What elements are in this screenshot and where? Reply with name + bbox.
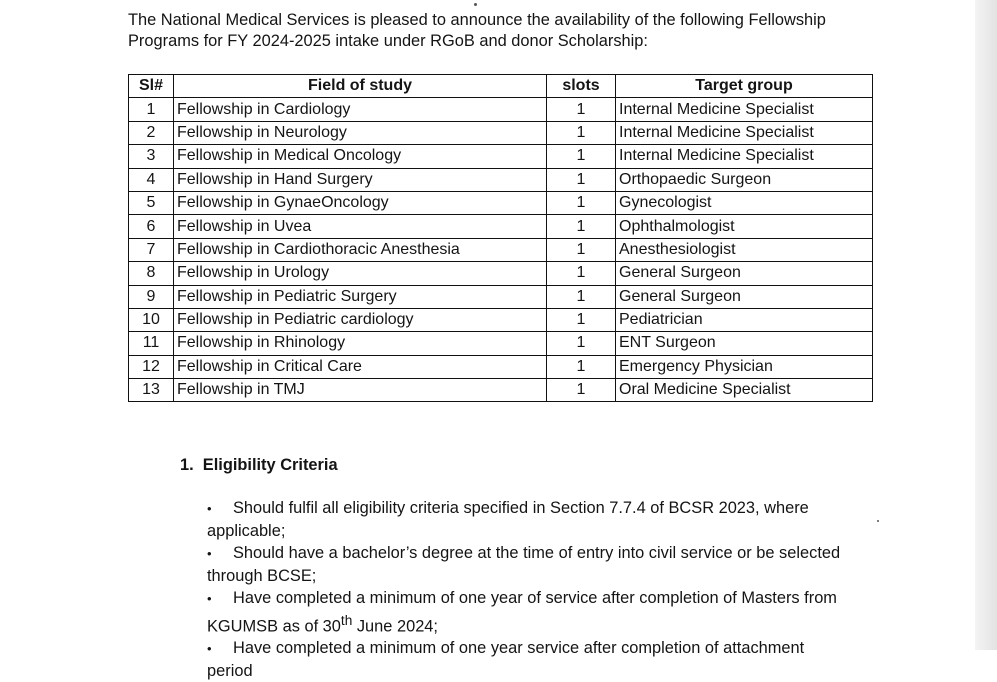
cell-target: Internal Medicine Specialist [616, 121, 873, 144]
cell-target: Internal Medicine Specialist [616, 98, 873, 121]
cell-target: ENT Surgeon [616, 332, 873, 355]
cell-slots: 1 [547, 191, 616, 214]
header-sl: Sl# [129, 75, 174, 98]
cell-slots: 1 [547, 332, 616, 355]
criteria-text: Should have a bachelor’s degree at the time of entry into civil service or be selected through BCSE; [207, 544, 841, 585]
table-header-row [129, 75, 873, 98]
table-row [129, 168, 873, 191]
header-target-group: Target group [616, 75, 873, 98]
criteria-text: Should fulfil all eligibility criteria specified in Section 7.7.4 of BCSR 2023, where applicable; [207, 499, 809, 540]
scan-speck [877, 520, 879, 522]
cell-field: Fellowship in Hand Surgery [174, 168, 547, 191]
table-row [129, 121, 873, 144]
bullet-dot-icon: • [207, 546, 212, 561]
table-row [129, 145, 873, 168]
cell-field: Fellowship in Uvea [174, 215, 547, 238]
cell-slots: 1 [547, 168, 616, 191]
cell-target: Oral Medicine Specialist [616, 379, 873, 402]
cell-target: General Surgeon [616, 285, 873, 308]
table-row [129, 332, 873, 355]
cell-field: Fellowship in Pediatric cardiology [174, 308, 547, 331]
cell-sl: 4 [129, 168, 174, 191]
list-item [207, 587, 853, 637]
cell-field: Fellowship in Neurology [174, 121, 547, 144]
table-row [129, 238, 873, 261]
fellowship-table [128, 74, 873, 402]
header-field-of-study: Field of study [174, 75, 547, 98]
section-number: 1. [180, 456, 194, 474]
cell-sl: 5 [129, 191, 174, 214]
cell-field: Fellowship in Rhinology [174, 332, 547, 355]
bullet-dot-icon: • [207, 591, 212, 606]
cell-sl: 13 [129, 379, 174, 402]
cell-field: Fellowship in Pediatric Surgery [174, 285, 547, 308]
eligibility-heading [180, 456, 338, 475]
cell-field: Fellowship in GynaeOncology [174, 191, 547, 214]
intro-paragraph: The National Medical Services is pleased to announce the availability of the following Fellowship Programs for FY 2024-2025 intake under RGoB and donor Scholarship: [128, 11, 826, 50]
table-row [129, 191, 873, 214]
scan-edge-shadow [975, 0, 997, 650]
criteria-text: Have completed a minimum of one year of service after completion of Masters from KGUMSB as of 30 [207, 589, 837, 636]
list-item [207, 637, 853, 682]
cell-target: Gynecologist [616, 191, 873, 214]
header-slots: slots [547, 75, 616, 98]
cell-slots: 1 [547, 238, 616, 261]
cell-slots: 1 [547, 355, 616, 378]
cell-slots: 1 [547, 308, 616, 331]
cell-sl: 11 [129, 332, 174, 355]
cell-slots: 1 [547, 215, 616, 238]
table-row [129, 262, 873, 285]
scan-speck [474, 3, 477, 6]
cell-sl: 9 [129, 285, 174, 308]
cell-target: Emergency Physician [616, 355, 873, 378]
cell-sl: 2 [129, 121, 174, 144]
criteria-text-end: June 2024; [352, 617, 438, 636]
bullet-dot-icon: • [207, 641, 212, 657]
table-row [129, 215, 873, 238]
cell-slots: 1 [547, 262, 616, 285]
cell-sl: 1 [129, 98, 174, 121]
cell-field: Fellowship in Urology [174, 262, 547, 285]
cell-field: Fellowship in Cardiology [174, 98, 547, 121]
cell-sl: 7 [129, 238, 174, 261]
cell-sl: 10 [129, 308, 174, 331]
cell-field: Fellowship in Critical Care [174, 355, 547, 378]
list-item [207, 542, 853, 587]
cell-sl: 8 [129, 262, 174, 285]
cell-field: Fellowship in Cardiothoracic Anesthesia [174, 238, 547, 261]
table-row [129, 98, 873, 121]
table-row [129, 308, 873, 331]
cell-slots: 1 [547, 285, 616, 308]
cell-slots: 1 [547, 145, 616, 168]
cell-sl: 12 [129, 355, 174, 378]
table-row [129, 355, 873, 378]
cell-field: Fellowship in TMJ [174, 379, 547, 402]
ordinal-suffix: th [340, 613, 353, 628]
cell-target: General Surgeon [616, 262, 873, 285]
list-item [207, 497, 853, 542]
cell-sl: 6 [129, 215, 174, 238]
cell-target: Ophthalmologist [616, 215, 873, 238]
cell-slots: 1 [547, 121, 616, 144]
cell-target: Internal Medicine Specialist [616, 145, 873, 168]
cell-target: Orthopaedic Surgeon [616, 168, 873, 191]
criteria-text: Have completed a minimum of one year service after completion of attachment period [207, 639, 805, 681]
table-row [129, 285, 873, 308]
eligibility-criteria-list [207, 497, 853, 682]
cell-target: Pediatrician [616, 308, 873, 331]
cell-field: Fellowship in Medical Oncology [174, 145, 547, 168]
cell-slots: 1 [547, 98, 616, 121]
bullet-dot-icon: • [207, 501, 212, 516]
cell-target: Anesthesiologist [616, 238, 873, 261]
cell-sl: 3 [129, 145, 174, 168]
cell-slots: 1 [547, 379, 616, 402]
table-row [129, 379, 873, 402]
section-title: Eligibility Criteria [202, 456, 338, 474]
